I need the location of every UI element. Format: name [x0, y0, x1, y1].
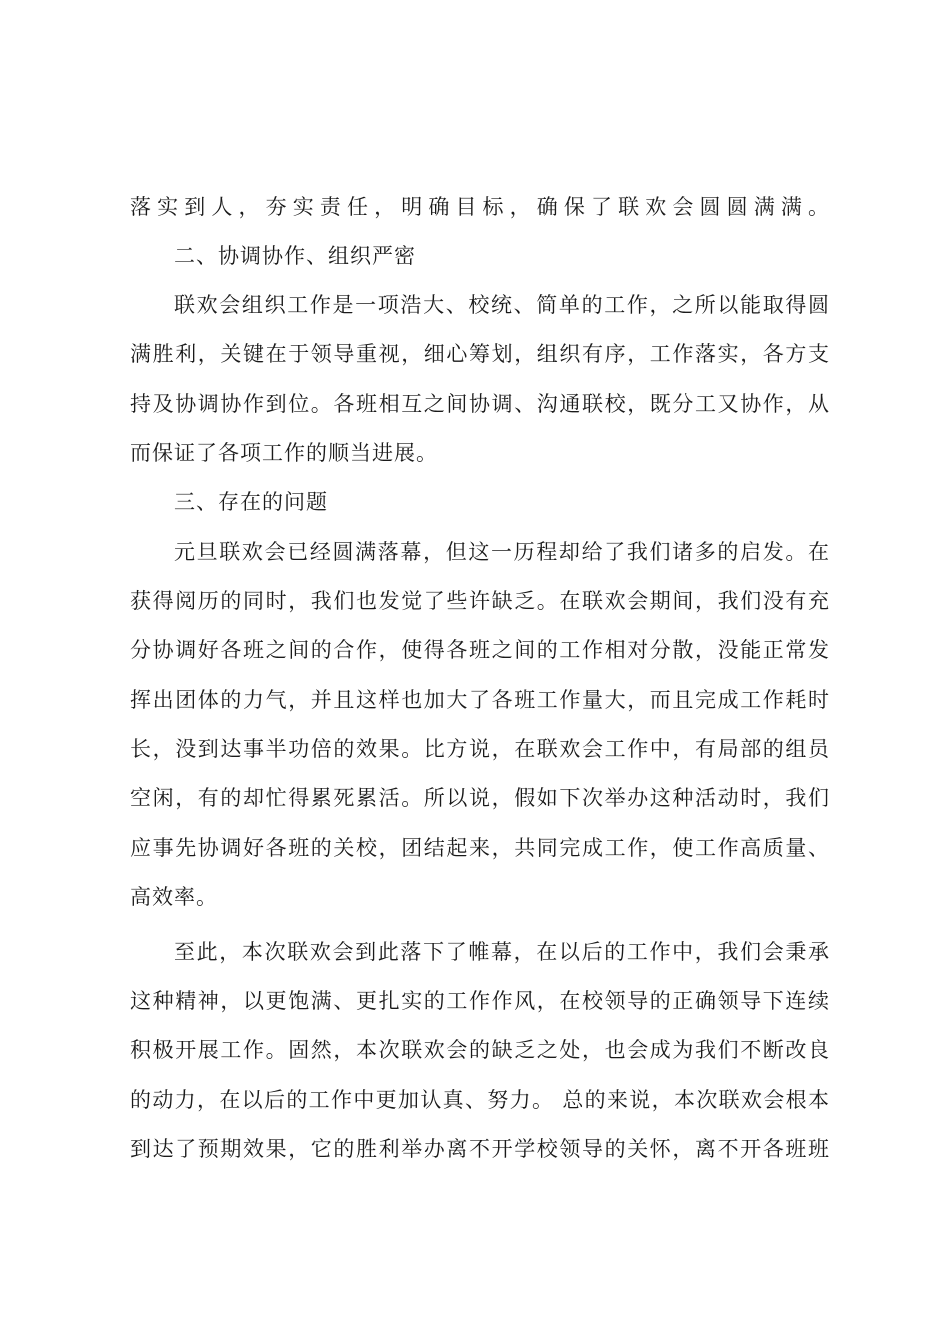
paragraph-line: 应事先协调好各班的关校，团结起来，共同完成工作，使工作高质量、 [130, 836, 830, 860]
paragraph-line: 元旦联欢会已经圆满落幕，但这一历程却给了我们诸多的启发。在 [174, 540, 830, 564]
paragraph-line: 积极开展工作。固然，本次联欢会的缺乏之处，也会成为我们不断改良 [130, 1038, 830, 1062]
paragraph-line: 空闲，有的却忙得累死累活。所以说，假如下次举办这种活动时，我们 [130, 786, 830, 810]
paragraph-line: 而保证了各项工作的顺当进展。 [130, 441, 438, 465]
paragraph-line: 持及协调协作到位。各班相互之间协调、沟通联校，既分工又协作，从 [130, 392, 830, 416]
paragraph-line: 高效率。 [130, 885, 218, 909]
paragraph-line: 获得阅历的同时，我们也发觉了些许缺乏。在联欢会期间，我们没有充 [130, 589, 830, 613]
section-heading: 二、协调协作、组织严密 [174, 244, 416, 268]
paragraph-line: 联欢会组织工作是一项浩大、校统、简单的工作，之所以能取得圆 [174, 293, 830, 317]
paragraph-line: 到达了预期效果，它的胜利举办离不开学校领导的关怀，离不开各班班 [130, 1137, 830, 1161]
paragraph-line: 落实到人，夯实责任，明确目标，确保了联欢会圆圆满满。 [130, 195, 830, 219]
paragraph-line: 满胜利，关键在于领导重视，细心筹划，组织有序，工作落实，各方支 [130, 342, 830, 366]
paragraph-line: 这种精神，以更饱满、更扎实的工作作风，在校领导的正确领导下连续 [130, 989, 830, 1013]
paragraph-line: 挥出团体的力气，并且这样也加大了各班工作量大，而且完成工作耗时 [130, 688, 830, 712]
section-heading: 三、存在的问题 [174, 490, 328, 514]
paragraph-line: 至此，本次联欢会到此落下了帷幕，在以后的工作中，我们会秉承 [174, 940, 830, 964]
paragraph-line: 分协调好各班之间的合作，使得各班之间的工作相对分散，没能正常发 [130, 638, 830, 662]
paragraph-line: 的动力，在以后的工作中更加认真、努力。 总的来说，本次联欢会根本 [130, 1088, 830, 1112]
paragraph-line: 长，没到达事半功倍的效果。比方说，在联欢会工作中，有局部的组员 [130, 737, 830, 761]
